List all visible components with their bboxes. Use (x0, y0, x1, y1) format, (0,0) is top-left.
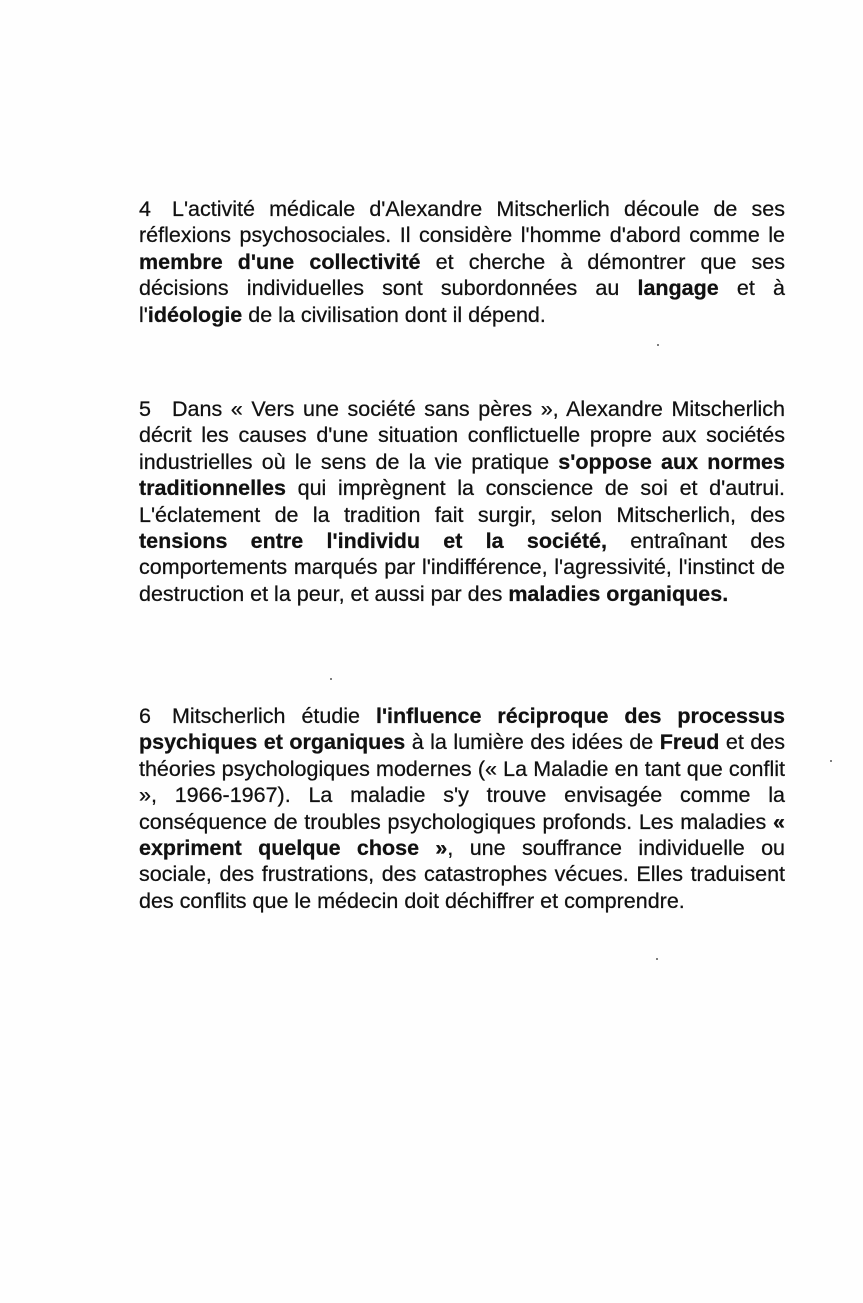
text-run: à la lumière des idées de (405, 730, 660, 755)
bold-text: tensions entre l'individu et la société, (139, 529, 607, 554)
bold-text: l'influence réciproque des processus psychiques et organiques (139, 704, 785, 755)
bold-text: membre d'une collectivité (139, 249, 421, 274)
text-run: et des théories psychologiques modernes (« La Maladie en tant que conflit », 1966-1967). La maladie s'y trouve envisagée comme la conséquence de troubles psychologiques profonds. Les maladies (139, 730, 785, 834)
paragraph-6 (139, 703, 785, 914)
scan-speck (330, 678, 332, 680)
text-run: et à l' (139, 276, 785, 327)
text-run: L'activité médicale d'Alexandre Mitscherlich découle de ses réflexions psychosociales. Il considère l'homme d'abord comme le (139, 197, 785, 248)
paragraph-5 (139, 396, 785, 607)
text-run: Mitscherlich étudie (172, 704, 376, 728)
text-run: , une souffrance individuelle ou sociale, des frustrations, des catastrophes vécues. Elles traduisent des conflits que le médecin doit déchiffrer et comprendre. (139, 836, 785, 913)
bold-text: idéologie (147, 302, 243, 327)
scan-speck (656, 958, 658, 960)
bold-text: maladies organiques. (508, 581, 729, 606)
bold-text: s'oppose aux normes traditionnelles (139, 449, 785, 501)
paragraph-4 (139, 196, 785, 328)
bold-text: « expriment quelque chose » (139, 809, 785, 861)
text-run: qui imprègnent la conscience de soi et d'autrui. L'éclatement de la tradition fait surgir, selon Mitscherlich, des (139, 476, 785, 527)
text-run: et cherche à démontrer que ses décisions individuelles sont subordonnées au (139, 249, 785, 301)
scan-speck (830, 760, 832, 762)
paragraph-number: 6 (139, 704, 151, 728)
paragraph-number: 5 (139, 397, 151, 421)
bold-text: langage (637, 276, 719, 301)
bold-text: Freud (659, 730, 720, 755)
text-run: Dans « Vers une société sans pères », Alexandre Mitscherlich décrit les causes d'une situation conflictuelle propre aux sociétés industrielles où le sens de la vie pratique (139, 397, 785, 474)
text-run: entraînant des comportements marqués par l'indifférence, l'agressivité, l'instinct de destruction et la peur, et aussi par des (139, 529, 785, 606)
text-run: de la civilisation dont il dépend. (242, 302, 546, 327)
paragraph-number: 4 (139, 197, 151, 221)
scan-speck (657, 344, 659, 346)
